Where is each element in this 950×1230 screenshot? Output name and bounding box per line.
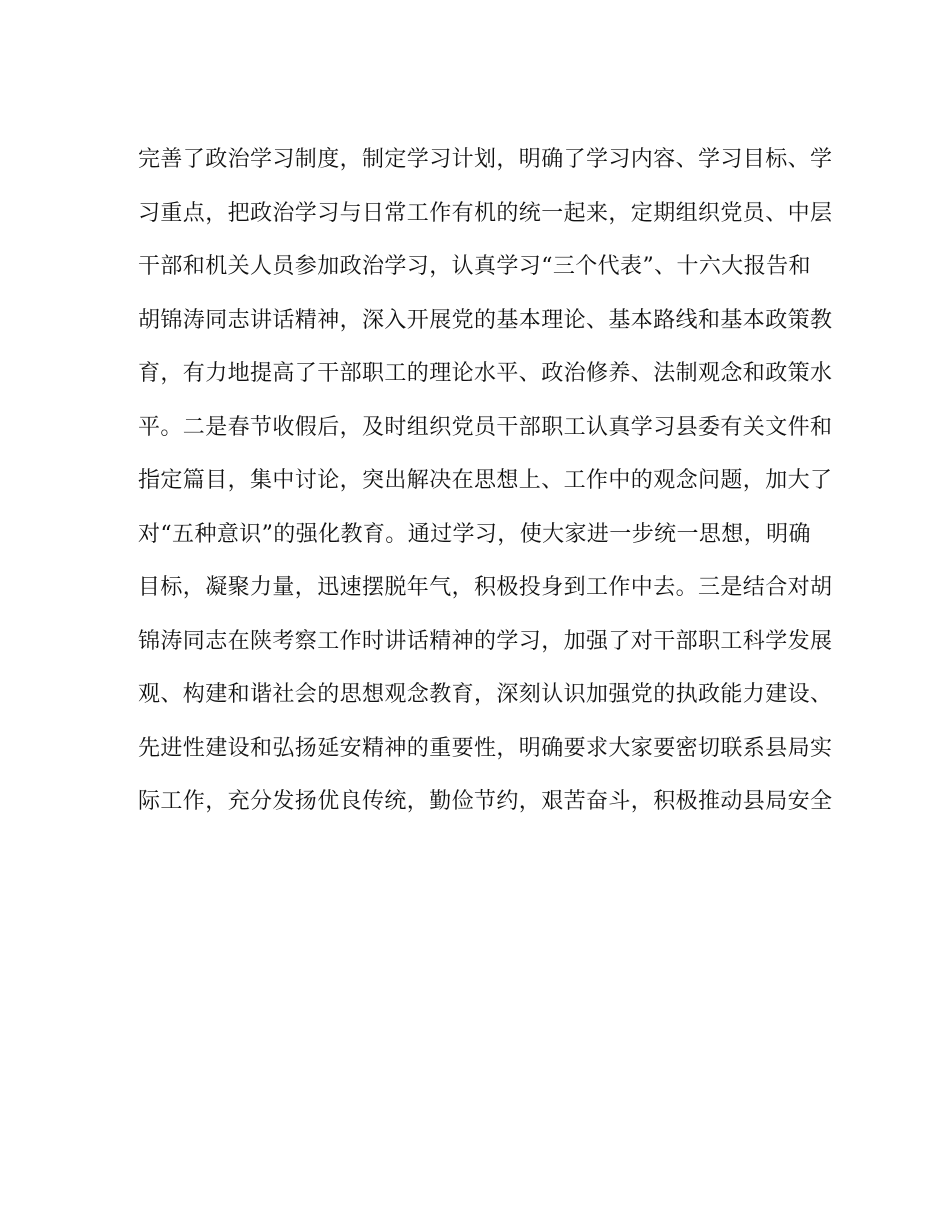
- text-line: 际工作，充分发扬优良传统，勤俭节约，艰苦奋斗，积极推动县局安全: [138, 789, 833, 814]
- text-line: 完善了政治学习制度，制定学习计划，明确了学习内容、学习目标、学: [138, 147, 833, 172]
- text-line: 先进性建设和弘扬延安精神的重要性，明确要求大家要密切联系县局实: [138, 735, 833, 761]
- text-line: 平。二是春节收假后，及时组织党员干部职工认真学习县委有关文件和: [138, 414, 833, 440]
- text-line: 观、构建和谐社会的思想观念教育，深刻认识加强党的执政能力建设、: [138, 682, 833, 707]
- text-line: 目标，凝聚力量，迅速摆脱年气，积极投身到工作中去。三是结合对胡: [138, 575, 833, 600]
- text-line: 干部和机关人员参加政治学习，认真学习“三个代表”、十六大报告和: [138, 254, 811, 279]
- text-line: 指定篇目，集中讨论，突出解决在思想上、工作中的观念问题，加大了: [138, 468, 833, 493]
- body-text: [138, 138, 833, 834]
- text-line: 习重点，把政治学习与日常工作有机的统一起来，定期组织党员、中层: [138, 200, 833, 226]
- text-line: 育，有力地提高了干部职工的理论水平、政治修养、法制观念和政策水: [138, 361, 833, 386]
- text-line: 对“五种意识”的强化教育。通过学习，使大家进一步统一思想，明确: [138, 521, 811, 547]
- text-line: 胡锦涛同志讲话精神，深入开展党的基本理论、基本路线和基本政策教: [138, 307, 833, 333]
- text-line: 锦涛同志在陕考察工作时讲话精神的学习，加强了对干部职工科学发展: [138, 628, 833, 654]
